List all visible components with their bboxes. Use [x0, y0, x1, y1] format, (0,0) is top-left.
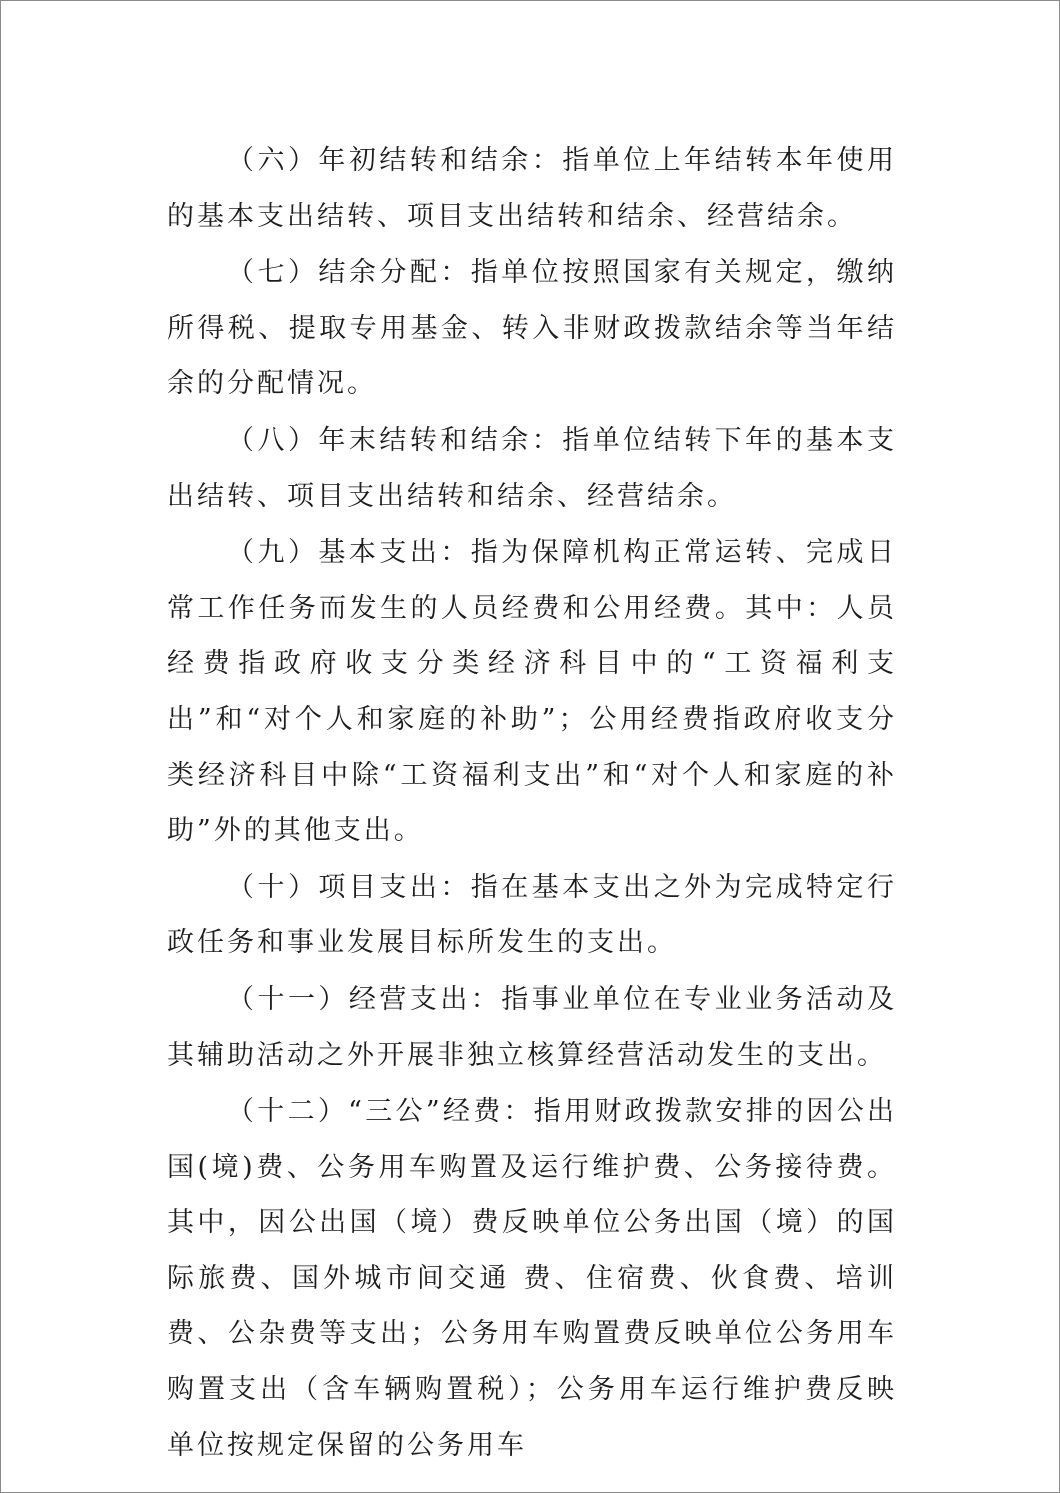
- paragraph-6: （六）年初结转和结余：指单位上年结转本年使用的基本支出结转、项目支出结转和结余、经营结余。: [167, 145, 897, 232]
- document-body: [167, 133, 897, 1474]
- paragraph-12: （十二）“三公”经费：指用财政拨款安排的因公出国(境)费、公务用车购置及运行维护费、公务接待费。其中，因公出国（境）费反映单位公务出国（境）的国际旅费、国外城市间交通 费、住宿费、伙食费、培训费、公杂费等支出；公务用车购置费反映单位公务用车购置支出（含车辆购置税）；公务用车运行维护费反映单位按规定保留的公务用车: [167, 1096, 897, 1461]
- paragraph-10: （十）项目支出：指在基本支出之外为完成特定行政任务和事业发展目标所发生的支出。: [167, 871, 897, 959]
- paragraph-8: （八）年末结转和结余：指单位结转下年的基本支出结转、项目支出结转和结余、经营结余。: [167, 424, 897, 512]
- paragraph-7: （七）结余分配：指单位按照国家有关规定，缴纳所得税、提取专用基金、转入非财政拨款结余等当年结余的分配情况。: [167, 257, 897, 400]
- paragraph-9: （九）基本支出：指为保障机构正常运转、完成日常工作任务而发生的人员经费和公用经费。其中：人员经费指政府收支分类经济科目中的“工资福利支出”和“对个人和家庭的补助”；公用经费指政府收支分类经济科目中除“工资福利支出”和“对个人和家庭的补助”外的其他支出。: [167, 537, 897, 847]
- paragraph-11: （十一）经营支出：指事业单位在专业业务活动及其辅助活动之外开展非独立核算经营活动发生的支出。: [167, 983, 897, 1071]
